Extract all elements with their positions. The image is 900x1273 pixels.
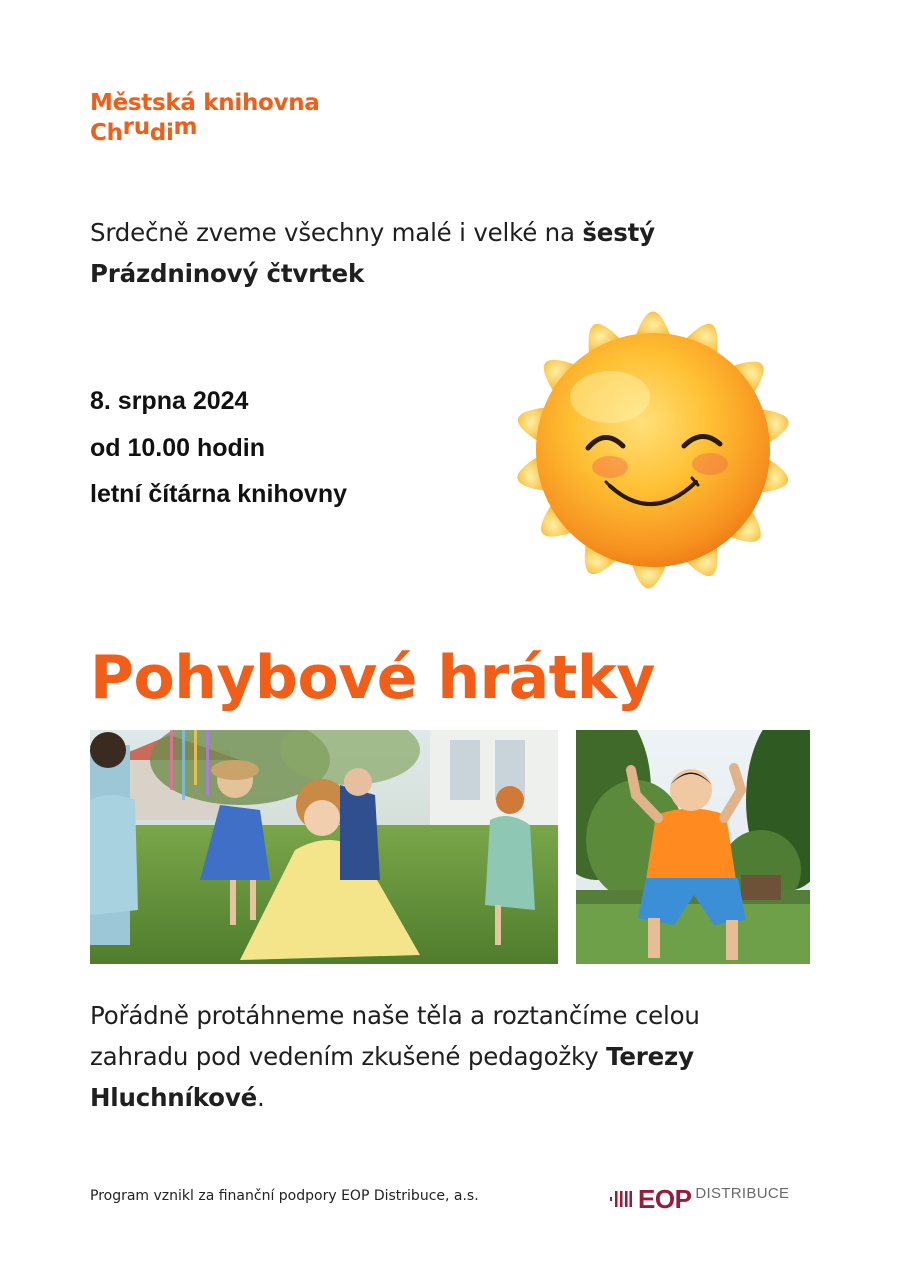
- logo-part-2: ru: [122, 114, 150, 140]
- smiling-sun-illustration: [492, 292, 814, 622]
- event-title: Pohybové hrátky: [90, 643, 655, 713]
- event-date: 8. srpna 2024: [90, 387, 249, 415]
- children-dancing-photo: [90, 730, 558, 964]
- description-plain: Pořádně protáhneme naše těla a roztančíme celou zahradu pod vedením zkušené pedagožky: [90, 1001, 700, 1071]
- invitation-text: [90, 212, 770, 294]
- sun-face: [536, 333, 770, 567]
- logo-line-2: [90, 114, 320, 148]
- invitation-bold: šestý Prázdninový čtvrtek: [90, 218, 655, 288]
- event-description: [90, 995, 790, 1118]
- event-place: letní čítárna knihovny: [90, 480, 348, 508]
- eop-distribuce-logo: [610, 1184, 789, 1214]
- description-end: .: [257, 1083, 265, 1112]
- eop-bars-icon: [610, 1189, 632, 1209]
- right-cheek: [692, 453, 728, 475]
- boy-jumping-photo: [576, 730, 810, 964]
- event-details: [90, 378, 347, 518]
- invitation-plain: Srdečně zveme všechny malé i velké na: [90, 218, 583, 247]
- logo-part-1: Ch: [90, 120, 123, 146]
- event-time: od 10.00 hodin: [90, 433, 266, 462]
- logo-part-3: di: [149, 120, 174, 146]
- library-logo: [90, 88, 320, 148]
- funding-note: Program vznikl za finanční podpory EOP Distribuce, a.s.: [90, 1188, 479, 1204]
- eop-mark: EOP: [638, 1183, 692, 1214]
- logo-part-4: m: [173, 114, 198, 140]
- eop-word: DISTRIBUCE: [695, 1184, 790, 1202]
- logo-line-1: Městská knihovna: [90, 90, 320, 116]
- left-cheek: [592, 456, 628, 478]
- description-bold-name: Terezy Hluchníkové: [90, 1042, 694, 1112]
